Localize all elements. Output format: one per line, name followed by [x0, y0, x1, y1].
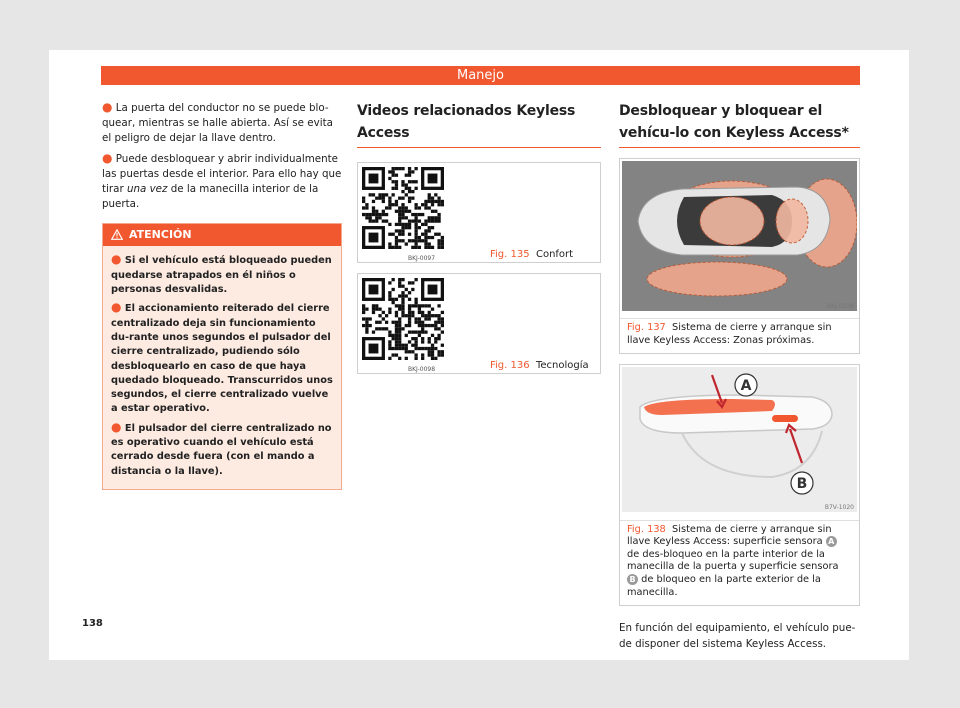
figure-caption: Fig. 136 Tecnología [490, 360, 589, 371]
svg-text:B: B [796, 476, 808, 493]
warning-item: ● El accionamiento reiterado del cierre centralizado deja sin funcionamiento du-rante unos segundos el pulsador del cierre centralizado, pudiendo sólo desbloquearlo en caso de que haya quedado bloqueado. Transcurridos unos segundos, el cierre centralizado vuelve a estar operativo. [111, 300, 333, 415]
warning-item: ● El pulsador del cierre centralizado no es operativo cuando el vehículo está cerrado desde fuera (con el mando a distancia o la llave). [111, 419, 332, 477]
figure-caption: Fig. 135 Confort [490, 249, 574, 260]
column-right [619, 100, 860, 662]
column-left [102, 100, 342, 490]
image-code: BKJ-0098 [408, 366, 436, 373]
image-code: BKJ-0097 [408, 255, 436, 262]
door-handle-image [622, 367, 857, 517]
figure-137 [619, 158, 860, 354]
figure-138 [619, 364, 860, 606]
bullet-dot-icon: ● [102, 100, 113, 114]
warning-body [103, 246, 341, 488]
qr-code[interactable] [362, 167, 444, 249]
column-middle [357, 100, 601, 374]
section-header: Manejo [101, 66, 860, 85]
label-b-badge: B [627, 574, 638, 585]
figure-136 [357, 273, 601, 374]
bullet-item: ● La puerta del conductor no se puede blo-quear, mientras se halle abierta. Así se evita el peligro de dejar la llave dentro. [102, 100, 333, 145]
page [49, 50, 909, 660]
car-top-view-image [622, 161, 857, 316]
warning-header [103, 224, 341, 246]
warning-title: ATENCIÓN [129, 228, 192, 242]
warning-item: ● Si el vehículo está bloqueado pueden quedarse atrapados en él niños o personas desvalidas. [111, 252, 332, 296]
label-a-badge: A [826, 536, 837, 547]
bullet-item: ● Puede desbloquear y abrir individualmente las puertas desde el interior. Para ello hay que tirar una vez de la manecilla interior de la puerta. [102, 150, 342, 211]
section-heading-videos: Videos relacionados Keyless Access [357, 100, 601, 148]
bullet-dot-icon: ● [102, 150, 113, 165]
bullet-dot-icon: ● [111, 300, 122, 315]
door-handle-illustration [622, 367, 857, 512]
warning-triangle-icon [111, 229, 123, 240]
car-proximity-zones-illustration [622, 161, 857, 311]
body-paragraph: En función del equipamiento, el vehículo pue-de disponer del sistema Keyless Access. [619, 622, 856, 651]
image-code: BKJ-0238 [826, 303, 854, 310]
image-code: B7V-1020 [824, 504, 854, 512]
bullet-dot-icon: ● [111, 252, 122, 267]
figure-135 [357, 162, 601, 263]
section-heading-keyless: Desbloquear y bloquear el vehícu-lo con Keyless Access* [619, 100, 860, 148]
svg-text:A: A [740, 378, 752, 395]
figure-caption: Fig. 138 Sistema de cierre y arranque sin llave Keyless Access: superficie sensora A de des-bloqueo en la parte interior de la manecilla de la puerta y superficie sensora B de bloqueo en la parte exterior de la manecilla. [620, 520, 859, 606]
warning-box [102, 223, 342, 489]
page-number: 138 [82, 618, 103, 629]
figure-caption: Fig. 137 Sistema de cierre y arranque sin llave Keyless Access: Zonas próximas. [620, 318, 859, 353]
qr-code[interactable] [362, 278, 444, 360]
bullet-dot-icon: ● [111, 419, 122, 434]
